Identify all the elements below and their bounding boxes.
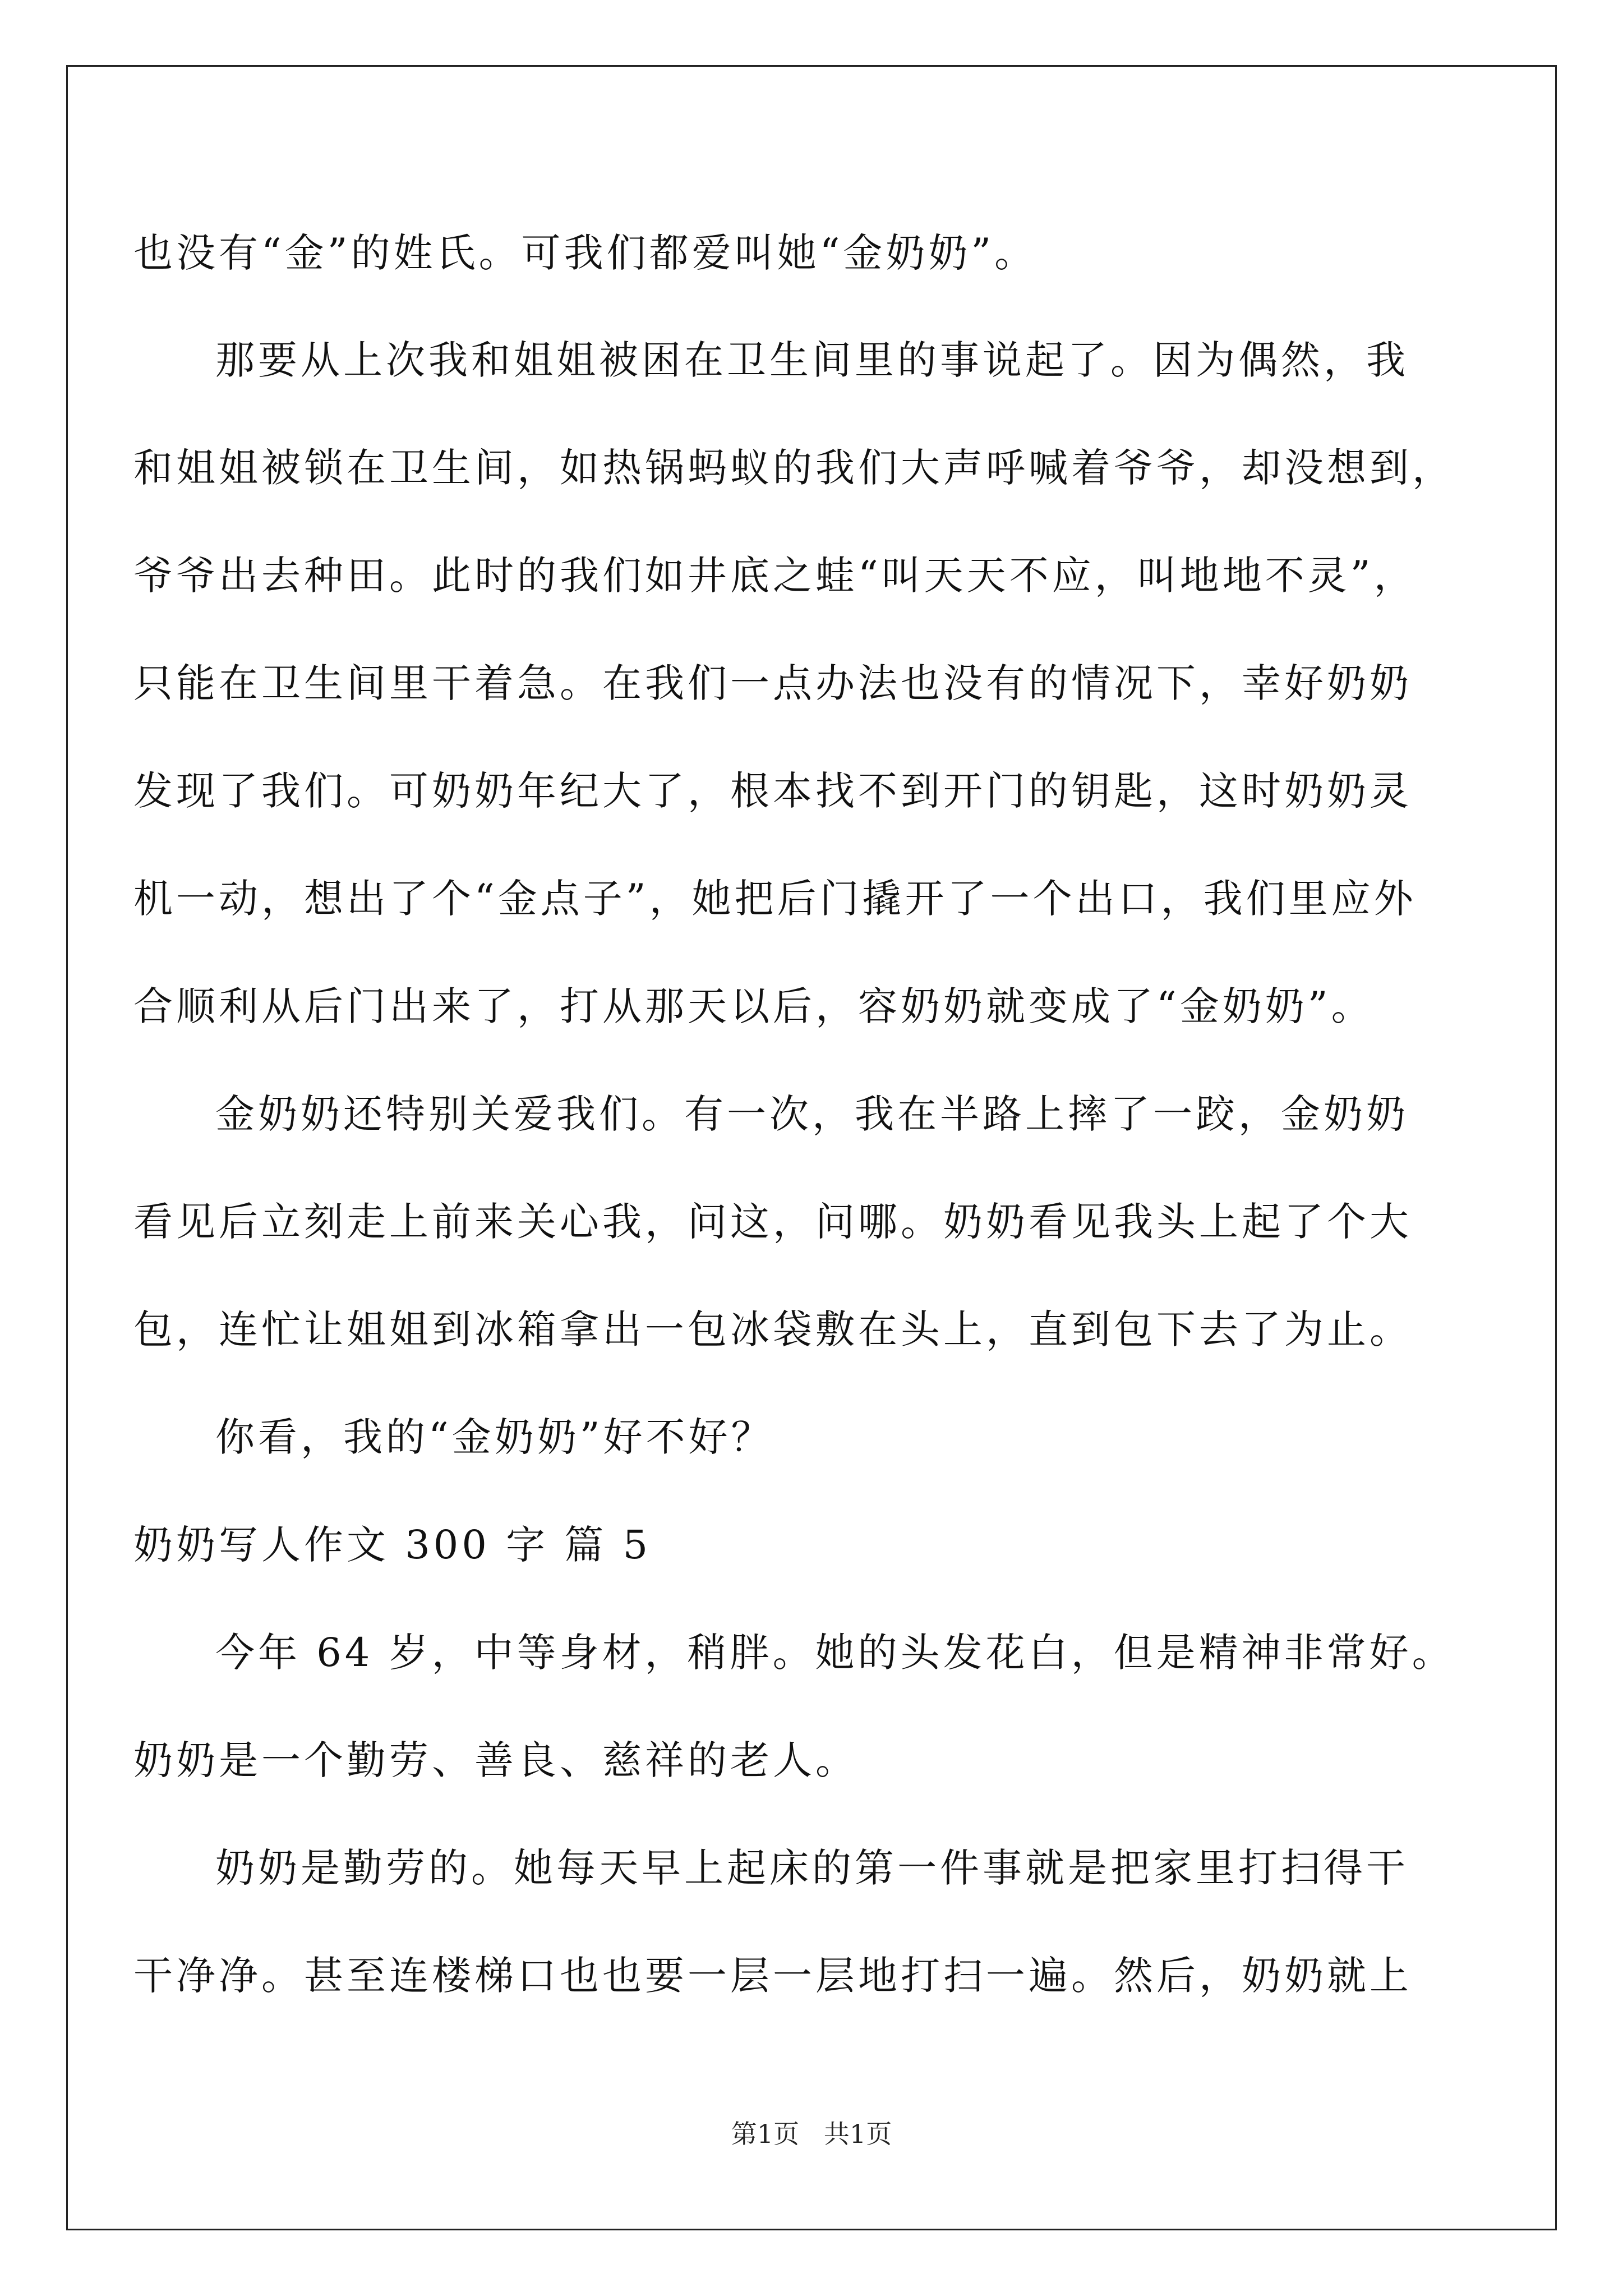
paragraph-line: 也没有“金”的姓氏。可我们都爱叫她“金奶奶”。 bbox=[133, 230, 1038, 276]
paragraph-line: 机一动，想出了个“金点子”，她把后门撬开了一个出口，我们里应外 bbox=[133, 876, 1417, 922]
paragraph-line: 金奶奶还特别关爱我们。有一次，我在半路上摔了一跤，金奶奶 bbox=[215, 1091, 1409, 1137]
section-heading: 奶奶写人作文 300 字 篇 5 bbox=[133, 1522, 652, 1568]
paragraph-line: 只能在卫生间里干着急。在我们一点办法也没有的情况下，幸好奶奶 bbox=[133, 660, 1412, 706]
paragraph-line: 你看，我的“金奶奶”好不好？ bbox=[215, 1414, 774, 1460]
paragraph-line: 包，连忙让姐姐到冰箱拿出一包冰袋敷在头上，直到包下去了为止。 bbox=[133, 1306, 1412, 1352]
paragraph-line: 看见后立刻走上前来关心我，问这，问哪。奶奶看见我头上起了个大 bbox=[133, 1199, 1412, 1245]
paragraph-line: 奶奶是一个勤劳、善良、慈祥的老人。 bbox=[133, 1737, 858, 1783]
paragraph-line: 和姐姐被锁在卫生间，如热锅蚂蚁的我们大声呼喊着爷爷，却没想到， bbox=[133, 445, 1455, 491]
paragraph-line: 今年 64 岁，中等身材，稍胖。她的头发花白，但是精神非常好。 bbox=[215, 1630, 1455, 1676]
paragraph-line: 合顺利从后门出来了，打从那天以后，容奶奶就变成了“金奶奶”。 bbox=[133, 983, 1374, 1029]
paragraph-line: 奶奶是勤劳的。她每天早上起床的第一件事就是把家里打扫得干 bbox=[215, 1845, 1409, 1891]
paragraph-line: 爷爷出去种田。此时的我们如井底之蛙“叫天天不应，叫地地不灵”， bbox=[133, 553, 1417, 599]
paragraph-line: 干净净。甚至连楼梯口也也要一层一层地打扫一遍。然后，奶奶就上 bbox=[133, 1953, 1412, 1999]
paragraph-line: 发现了我们。可奶奶年纪大了，根本找不到开门的钥匙，这时奶奶灵 bbox=[133, 768, 1412, 814]
paragraph-line: 那要从上次我和姐姐被困在卫生间里的事说起了。因为偶然，我 bbox=[215, 337, 1409, 383]
page-footer: 第1页 共1页 bbox=[731, 2119, 892, 2149]
